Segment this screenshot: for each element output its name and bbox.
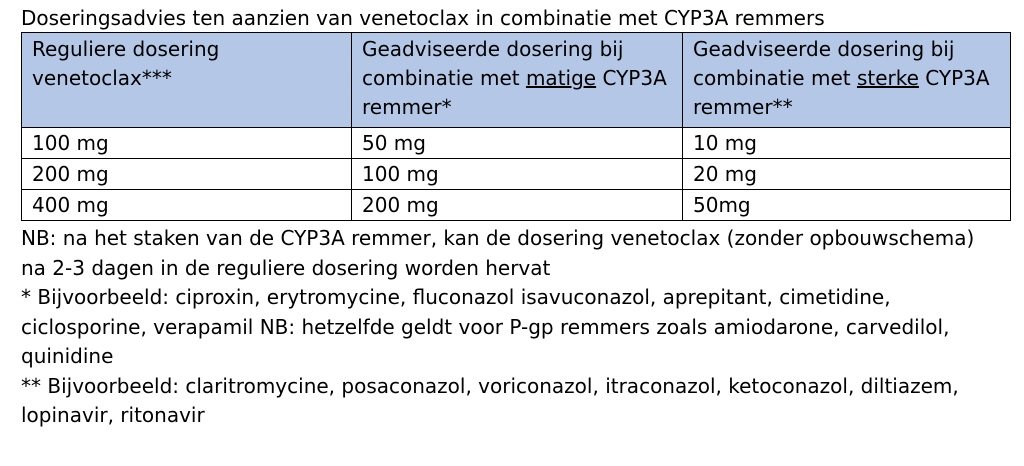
cell-moderate-dose: 200 mg: [352, 190, 683, 221]
cell-strong-dose: 50mg: [683, 190, 1011, 221]
table-header-row: [22, 33, 1011, 128]
header-moderate-suffix: CYP3A remmer*: [362, 66, 667, 119]
cell-moderate-dose: 50 mg: [352, 128, 683, 159]
header-moderate-inhibitor-dose: [352, 33, 683, 128]
table-row: [22, 159, 1011, 190]
cell-strong-dose: 10 mg: [683, 128, 1011, 159]
document-title: Doseringsadvies ten aanzien van venetoclax in combinatie met CYP3A remmers: [21, 6, 825, 30]
dosage-table: [21, 32, 1011, 221]
header-strong-inhibitor-dose: [683, 33, 1011, 128]
cell-strong-dose: 20 mg: [683, 159, 1011, 190]
header-regular-dose: [22, 33, 352, 128]
table-row: [22, 128, 1011, 159]
header-moderate-prefix: Geadviseerde dosering bij combinatie met: [362, 37, 624, 90]
cell-regular-dose: 200 mg: [22, 159, 352, 190]
header-regular-dose-label: Reguliere dosering venetoclax***: [32, 37, 220, 90]
cell-moderate-dose: 100 mg: [352, 159, 683, 190]
header-moderate-emphasis: matige: [525, 66, 597, 90]
footnote-strong-inhibitors: ** Bijvoorbeeld: claritromycine, posaconazol, voriconazol, itraconazol, ketoconazol, diltiazem, lopinavir, ritonavir: [21, 373, 959, 427]
cell-regular-dose: 400 mg: [22, 190, 352, 221]
cell-regular-dose: 100 mg: [22, 128, 352, 159]
footnote-moderate-inhibitors: * Bijvoorbeeld: ciproxin, erytromycine, fluconazol isavuconazol, aprepitant, cimetidine, ciclosporine, verapamil NB: hetzelfde geldt voor P-gp remmers zoals amiodarone, carvedilol, quinidine: [21, 285, 950, 368]
header-strong-suffix: CYP3A remmer**: [693, 66, 990, 119]
footnotes: [21, 224, 1001, 431]
note-resume-dosing: NB: na het staken van de CYP3A remmer, kan de dosering venetoclax (zonder opbouwschema) na 2-3 dagen in de reguliere dosering worden hervat: [21, 226, 975, 280]
header-strong-emphasis: sterke: [856, 66, 919, 90]
header-strong-prefix: Geadviseerde dosering bij combinatie met: [693, 37, 955, 90]
table-row: [22, 190, 1011, 221]
